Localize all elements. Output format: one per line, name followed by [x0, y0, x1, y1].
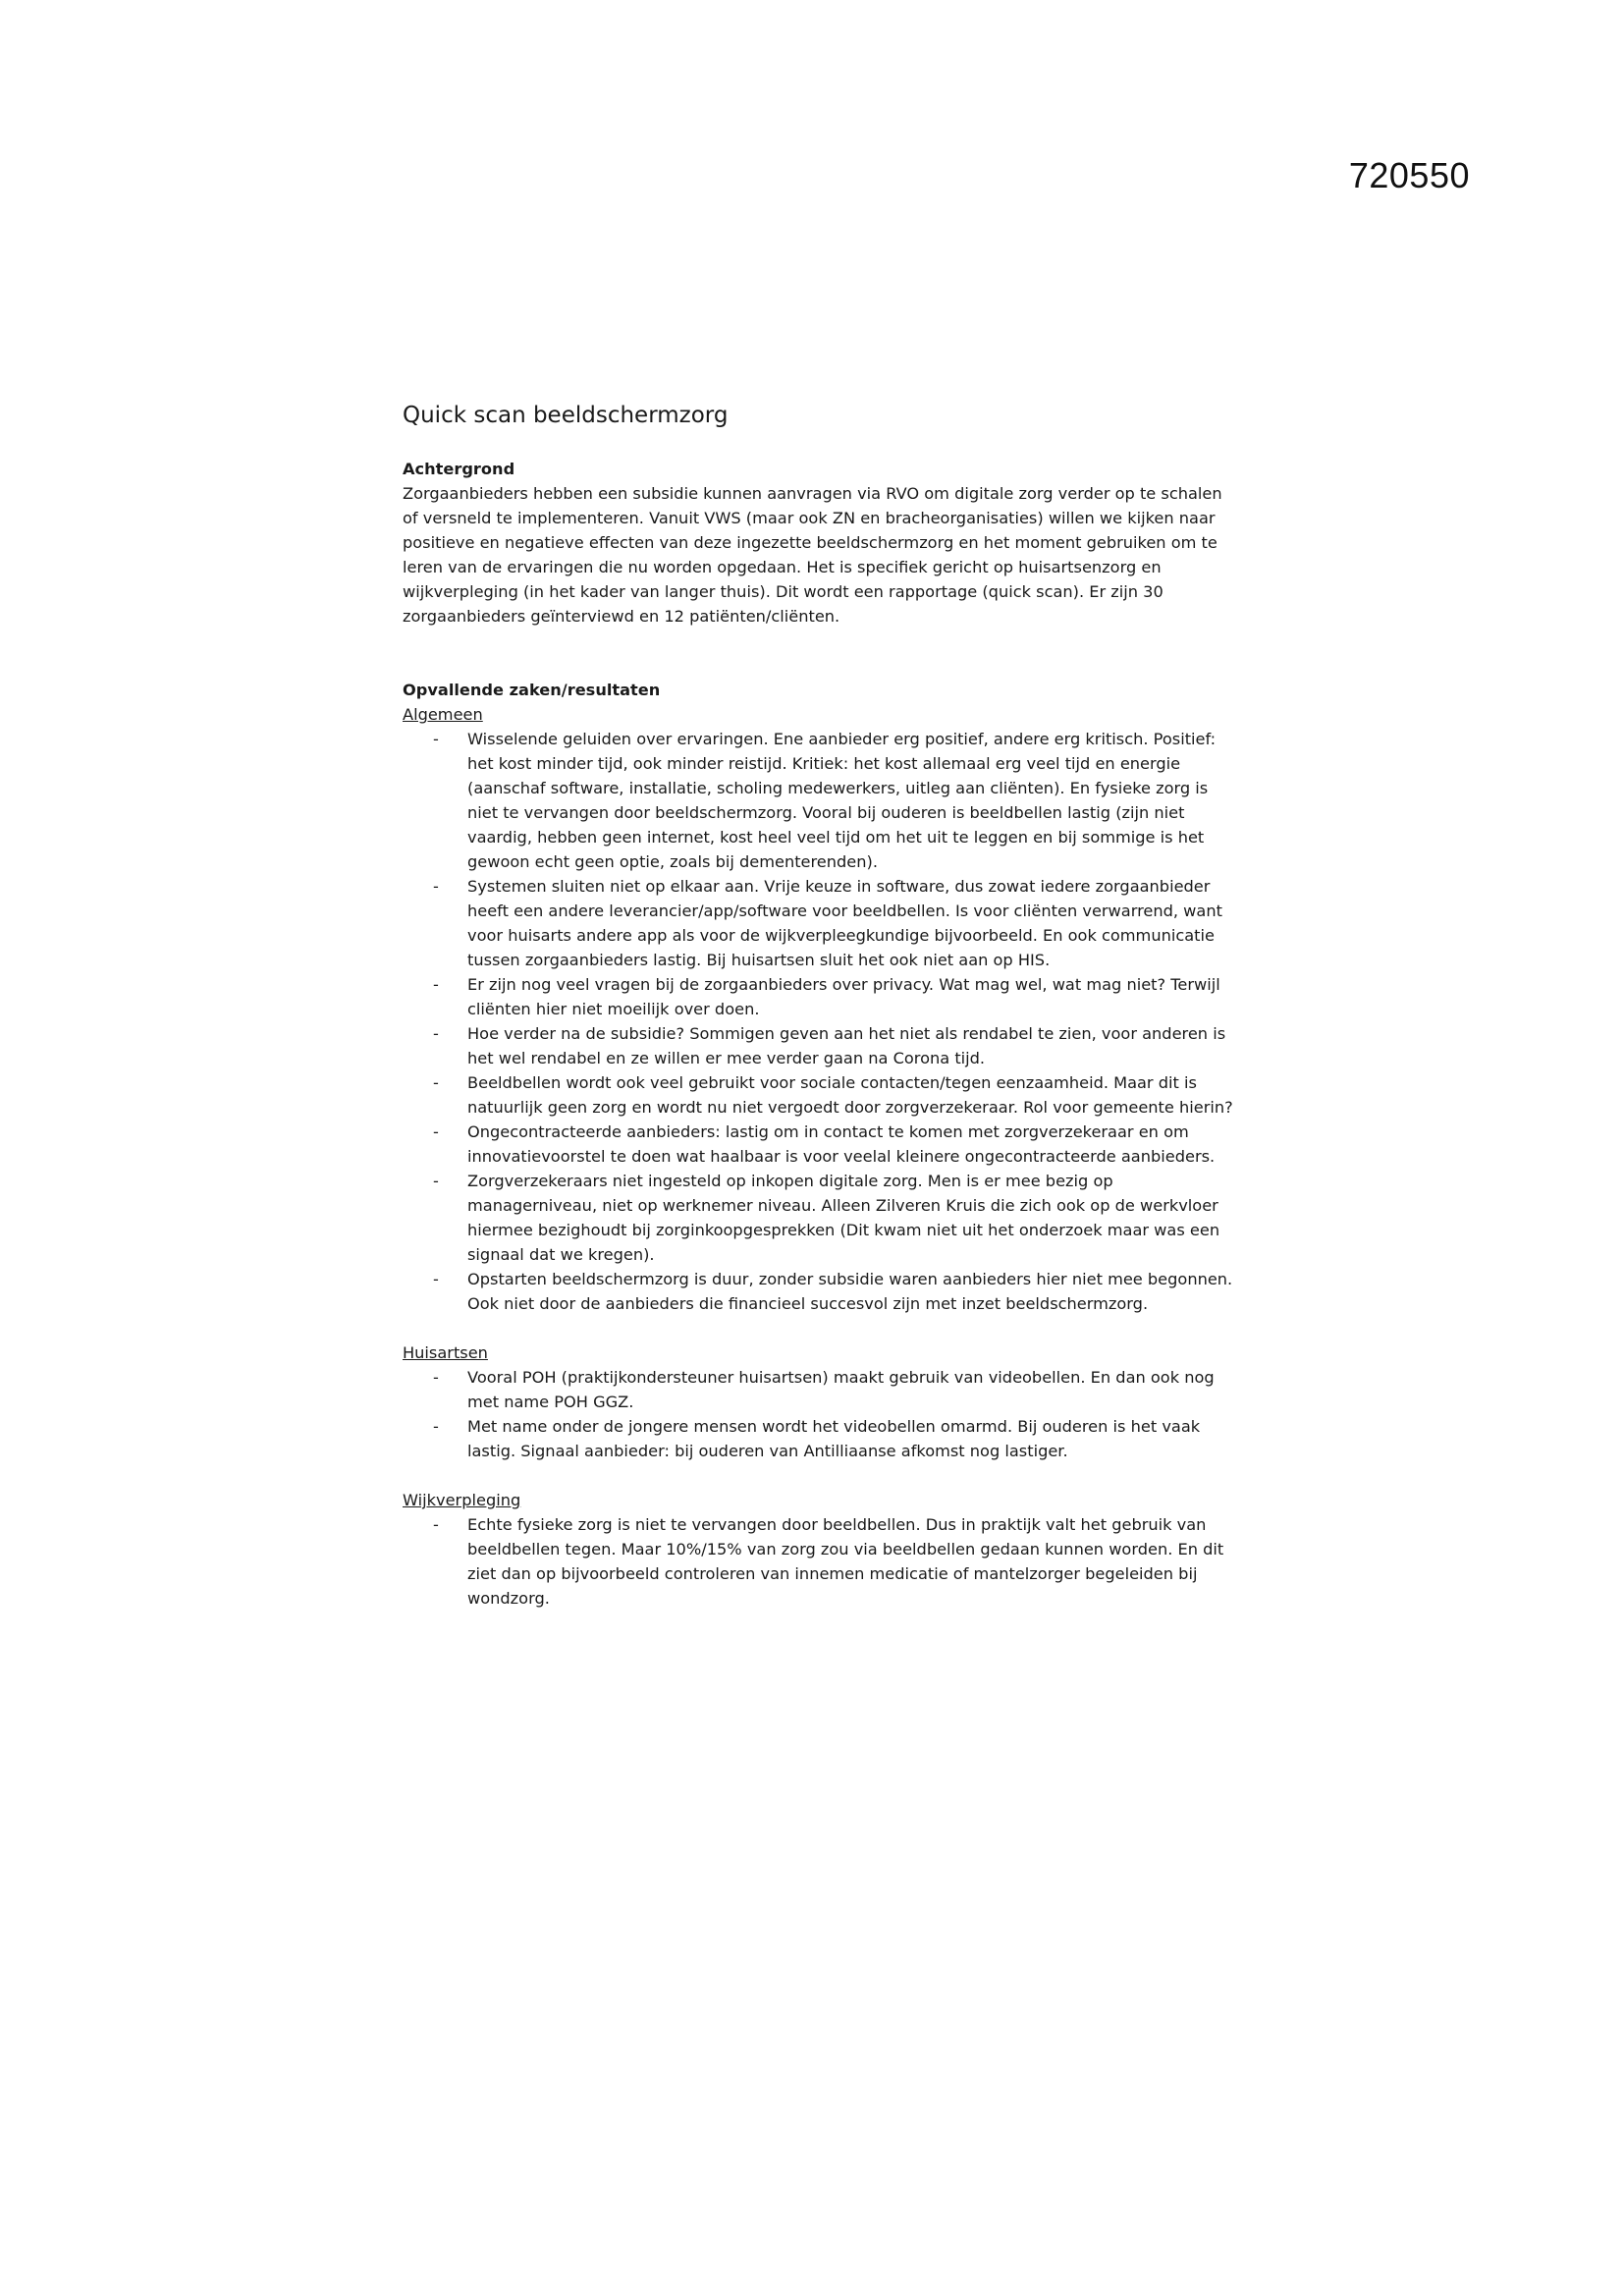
list-item: - Wisselende geluiden over ervaringen. Ene aanbieder erg positief, andere erg kritisch. Positief: het kost minder tijd, ook minder reistijd. Kritiek: het kost allemaal erg veel tijd en energie (aanschaf software, installatie, scholing medewerkers, uitleg aan cliënten). En fysieke zorg is niet te vervangen door beeldschermzorg. Vooral bij ouderen is beeldbellen lastig (zijn niet vaardig, hebben geen internet, kost heel veel tijd om het uit te leggen en bij sommige is het gewoon echt geen optie, zoals bij dementerenden).: [467, 727, 1237, 874]
bullet-dash: -: [433, 1368, 439, 1387]
background-paragraph: Zorgaanbieders hebben een subsidie kunnen aanvragen via RVO om digitale zorg verder op te schalen of versneld te implementeren. Vanuit VWS (maar ook ZN en bracheorganisaties) willen we kijken naar positieve en negatieve effecten van deze ingezette beeldschermzorg en het moment gebruiken om te leren van de ervaringen die nu worden opgedaan. Het is specifiek gericht op huisartsenzorg en wijkverpleging (in het kader van langer thuis). Dit wordt een rapportage (quick scan). Er zijn 30 zorgaanbieders geïnterviewd en 12 patiënten/cliënten.: [403, 484, 1222, 626]
gps-heading: Huisartsen: [403, 1343, 488, 1362]
bullet-dash: -: [433, 975, 439, 994]
district-nursing-heading: Wijkverpleging: [403, 1491, 521, 1509]
district-nursing-list: [403, 1512, 1237, 1611]
results-section: [403, 678, 1237, 1611]
bullet-dash: -: [433, 1122, 439, 1141]
bullet-dash: -: [433, 1270, 439, 1288]
list-item: - Vooral POH (praktijkondersteuner huisartsen) maakt gebruik van videobellen. En dan ook nog met name POH GGZ.: [467, 1365, 1237, 1414]
gps-list: [403, 1365, 1237, 1463]
bullet-dash: -: [433, 1073, 439, 1092]
bullet-dash: -: [433, 1515, 439, 1534]
list-item: - Hoe verder na de subsidie? Sommigen geven aan het niet als rendabel te zien, voor anderen is het wel rendabel en ze willen er mee verder gaan na Corona tijd.: [467, 1021, 1237, 1070]
bullet-dash: -: [433, 730, 439, 748]
bullet-dash: -: [433, 1172, 439, 1190]
bullet-dash: -: [433, 1417, 439, 1436]
background-heading: Achtergrond: [403, 460, 515, 478]
list-item: - Er zijn nog veel vragen bij de zorgaanbieders over privacy. Wat mag wel, wat mag niet? Terwijl cliënten hier niet moeilijk over doen.: [467, 972, 1237, 1021]
list-item: - Echte fysieke zorg is niet te vervangen door beeldbellen. Dus in praktijk valt het gebruik van beeldbellen tegen. Maar 10%/15% van zorg zou via beeldbellen gedaan kunnen worden. En dit ziet dan op bijvoorbeeld controleren van innemen medicatie of mantelzorger begeleiden bij wondzorg.: [467, 1512, 1237, 1611]
document-body: [403, 401, 1237, 1611]
background-section: [403, 457, 1237, 629]
list-item: - Systemen sluiten niet op elkaar aan. Vrije keuze in software, dus zowat iedere zorgaanbieder heeft een andere leverancier/app/software voor beeldbellen. Is voor cliënten verwarrend, want voor huisarts andere app als voor de wijkverpleegkundige bijvoorbeeld. En ook communicatie tussen zorgaanbieders lastig. Bij huisartsen sluit het ook niet aan op HIS.: [467, 874, 1237, 972]
document-title: Quick scan beeldschermzorg: [403, 403, 729, 428]
list-item: - Met name onder de jongere mensen wordt het videobellen omarmd. Bij ouderen is het vaak lastig. Signaal aanbieder: bij ouderen van Antilliaanse afkomst nog lastiger.: [467, 1414, 1237, 1463]
list-item: - Opstarten beeldschermzorg is duur, zonder subsidie waren aanbieders hier niet mee begonnen. Ook niet door de aanbieders die financieel succesvol zijn met inzet beeldschermzorg.: [467, 1267, 1237, 1316]
results-heading: Opvallende zaken/resultaten: [403, 681, 661, 699]
general-heading: Algemeen: [403, 705, 483, 724]
list-item: - Beeldbellen wordt ook veel gebruikt voor sociale contacten/tegen eenzaamheid. Maar dit is natuurlijk geen zorg en wordt nu niet vergoedt door zorgverzekeraar. Rol voor gemeente hierin?: [467, 1070, 1237, 1120]
list-item: - Zorgverzekeraars niet ingesteld op inkopen digitale zorg. Men is er mee bezig op managerniveau, niet op werknemer niveau. Alleen Zilveren Kruis die zich ook op de werkvloer hiermee bezighoudt bij zorginkoopgesprekken (Dit kwam niet uit het onderzoek maar was een signaal dat we kregen).: [467, 1169, 1237, 1267]
bullet-dash: -: [433, 877, 439, 896]
bullet-dash: -: [433, 1024, 439, 1043]
general-list: [403, 727, 1237, 1316]
document-number: 720550: [1348, 155, 1470, 195]
list-item: - Ongecontracteerde aanbieders: lastig om in contact te komen met zorgverzekeraar en om innovatievoorstel te doen wat haalbaar is voor veelal kleinere ongecontracteerde aanbieders.: [467, 1120, 1237, 1169]
